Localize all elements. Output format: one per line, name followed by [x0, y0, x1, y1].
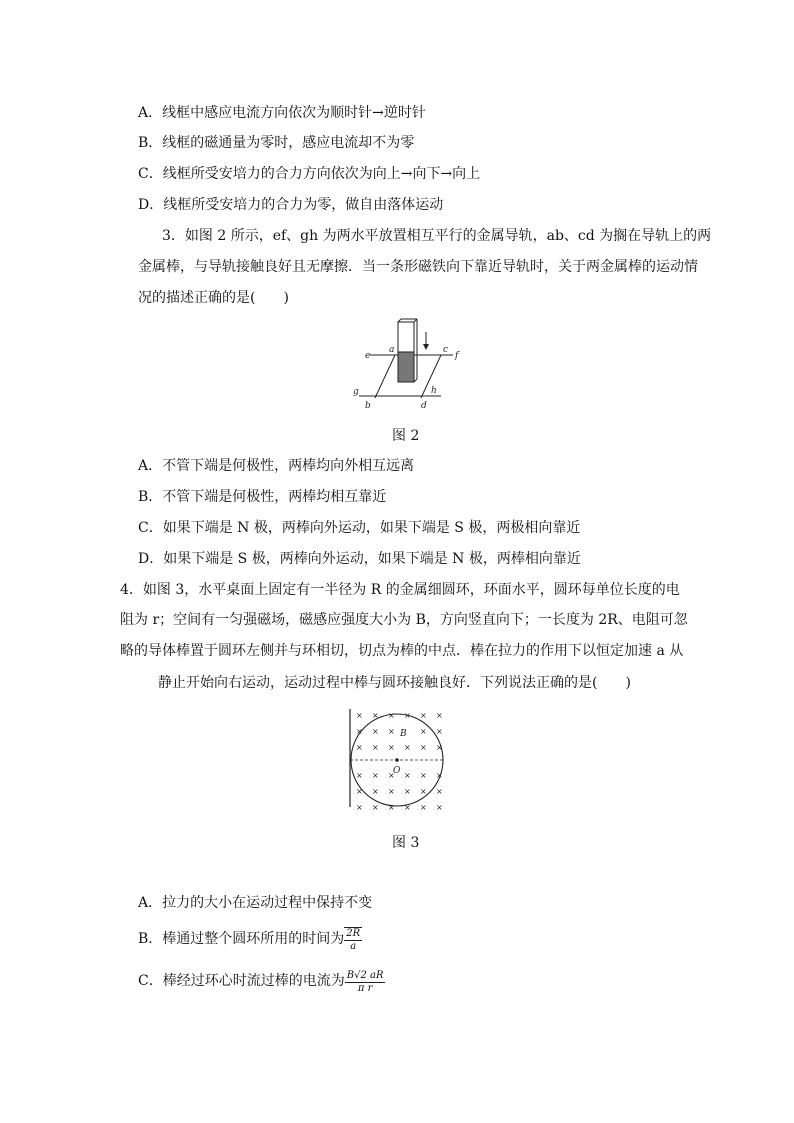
q4-stem-line-2: 阻为 r；空间有一匀强磁场，磁感应强度大小为 B，方向竖直向下；一长度为 2R、电阻可忽	[120, 612, 688, 628]
field-x-mark: ×	[372, 711, 379, 720]
q4-stem-line-4: 静止开始向右运动，运动过程中棒与圆环接触良好．下列说法正确的是( )	[158, 675, 631, 691]
field-x-mark: ×	[436, 743, 443, 752]
field-x-mark: ×	[388, 787, 395, 796]
field-x-mark: ×	[356, 803, 363, 812]
label-f: f	[455, 351, 459, 361]
q4-option-b-denominator: a	[350, 941, 357, 952]
field-x-mark: ×	[420, 743, 427, 752]
label-b: b	[365, 401, 371, 411]
q4-option-a: A．拉力的大小在运动过程中保持不变	[138, 895, 373, 911]
q4-option-c-denominator: π r	[357, 983, 373, 994]
label-c: c	[443, 345, 449, 355]
field-x-mark: ×	[372, 803, 379, 812]
label-h: h	[431, 386, 437, 396]
field-x-mark: ×	[372, 771, 379, 780]
q4-option-b-text: B．棒通过整个圆环所用的时间为	[138, 931, 345, 947]
field-x-mark: ×	[404, 771, 411, 780]
field-x-mark: ×	[356, 771, 363, 780]
q3-stem-line-2: 金属棒，与导轨接触良好且无摩擦．当一条形磁铁向下靠近导轨时，关于两金属棒的运动情	[138, 259, 698, 275]
q4-option-c-text: C．棒经过环心时流过棒的电流为	[138, 973, 345, 989]
field-x-mark: ×	[372, 743, 379, 752]
label-O: O	[393, 766, 401, 776]
field-x-mark: ×	[436, 803, 443, 812]
q3-option-b: B．不管下端是何极性，两棒均相互靠近	[138, 489, 387, 505]
field-x-mark: ×	[388, 727, 395, 736]
q4-option-c-numerator: B√2 aR	[346, 970, 384, 981]
q4-option-c-formula	[345, 970, 386, 995]
field-x-mark: ×	[436, 787, 443, 796]
q3-stem-line-1: 3．如图 2 所示，ef、gh 为两水平放置相互平行的金属导轨，ab、cd 为搁在导轨上的两	[162, 228, 712, 244]
figure-3-caption: 图 3	[392, 835, 420, 851]
q2-option-b: B．线框的磁通量为零时，感应电流却不为零	[138, 135, 415, 151]
field-x-mark: ×	[372, 787, 379, 796]
field-x-mark: ×	[388, 743, 395, 752]
field-x-mark: ×	[356, 727, 363, 736]
q4-option-b-numerator: 2R	[346, 928, 361, 939]
field-x-mark: ×	[420, 771, 427, 780]
field-x-mark: ×	[436, 771, 443, 780]
field-x-mark: ×	[388, 711, 395, 720]
field-x-mark: ×	[404, 743, 411, 752]
field-x-mark: ×	[404, 803, 411, 812]
figure-2-rails-magnet	[345, 318, 465, 413]
figure-2-caption: 图 2	[392, 428, 420, 444]
figure-3-ring-field	[345, 707, 455, 812]
field-x-mark: ×	[372, 727, 379, 736]
field-x-mark: ×	[388, 771, 395, 780]
field-x-mark: ×	[404, 711, 411, 720]
q2-option-a: A．线框中感应电流方向依次为顺时针→逆时针	[138, 105, 426, 121]
field-x-mark: ×	[436, 711, 443, 720]
label-e: e	[365, 351, 371, 361]
field-x-mark: ×	[388, 803, 395, 812]
field-x-mark: ×	[420, 711, 427, 720]
label-a: a	[389, 345, 395, 355]
q3-option-c: C．如果下端是 N 极，两棒向外运动，如果下端是 S 极，两极相向靠近	[138, 520, 581, 536]
label-d: d	[421, 401, 427, 411]
field-x-mark: ×	[420, 727, 427, 736]
field-x-mark: ×	[420, 787, 427, 796]
q3-stem-line-3: 况的描述正确的是( )	[138, 290, 289, 306]
q4-option-b-formula	[344, 927, 362, 953]
q4-stem-line-3: 略的导体棒置于圆环左侧并与环相切，切点为棒的中点．棒在拉力的作用下以恒定加速 a 从	[120, 643, 684, 659]
q4-stem-line-1: 4．如图 3，水平桌面上固定有一半径为 R 的金属细圆环，环面水平，圆环每单位长度的电	[120, 582, 680, 598]
q4-option-c	[138, 966, 385, 998]
field-x-mark: ×	[404, 787, 411, 796]
q3-option-d: D．如果下端是 S 极，两棒向外运动，如果下端是 N 极，两棒相向靠近	[138, 551, 581, 567]
field-x-mark: ×	[436, 727, 443, 736]
field-x-mark: ×	[356, 743, 363, 752]
q3-option-a: A．不管下端是何极性，两棒均向外相互远离	[138, 458, 415, 474]
label-B: B	[400, 729, 407, 739]
field-x-mark: ×	[356, 787, 363, 796]
field-x-mark: ×	[420, 803, 427, 812]
q2-option-c: C．线框所受安培力的合力方向依次为向上→向下→向上	[138, 166, 481, 182]
q2-option-d: D．线框所受安培力的合力为零，做自由落体运动	[138, 197, 444, 213]
q4-option-b	[138, 924, 362, 956]
field-x-mark: ×	[356, 711, 363, 720]
label-g: g	[353, 387, 359, 397]
